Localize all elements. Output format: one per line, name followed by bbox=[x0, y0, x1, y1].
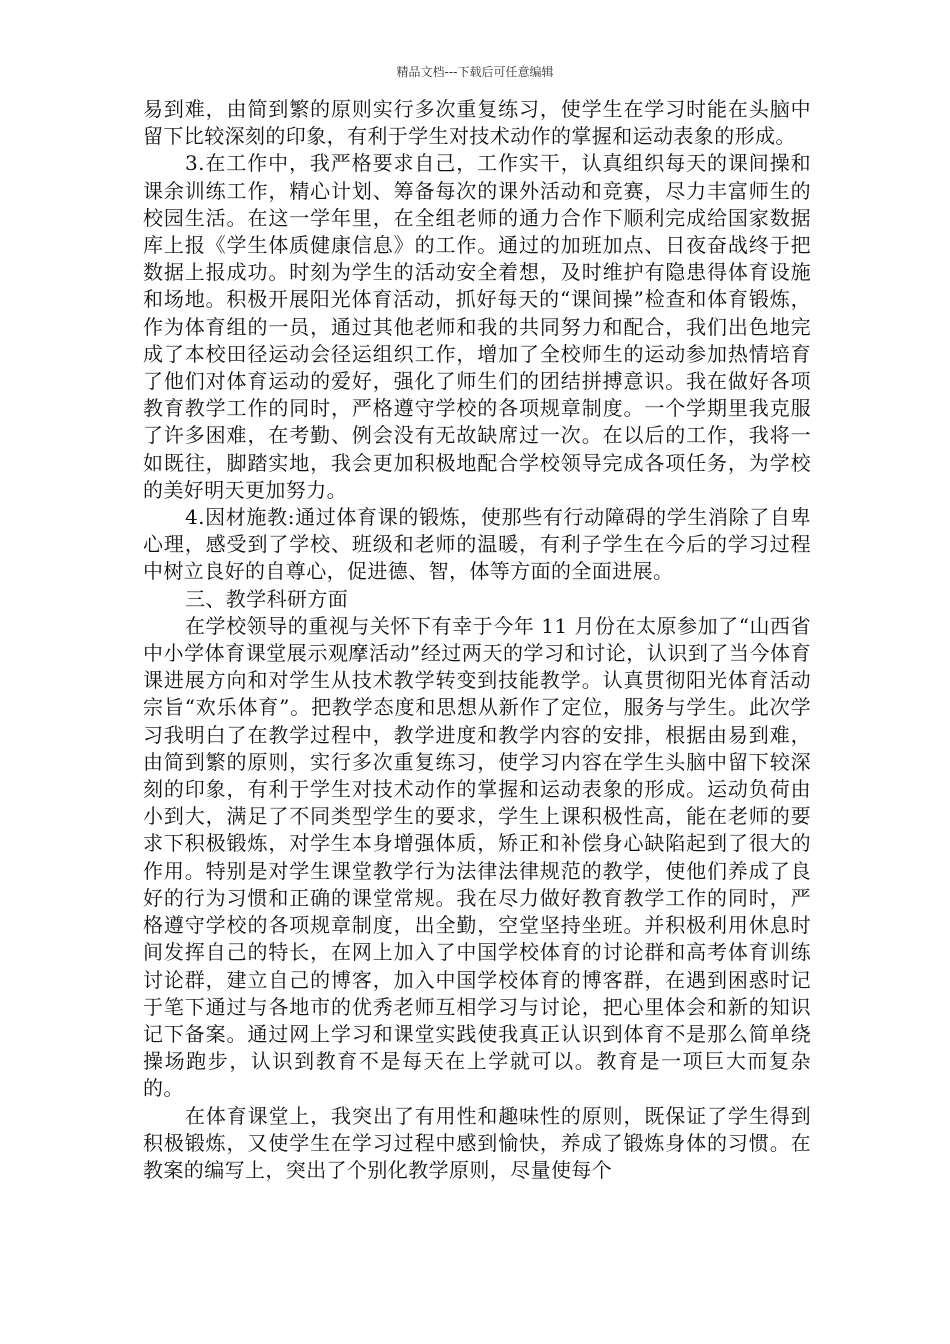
paragraph-research: 在学校领导的重视与关怀下有幸于今年 11 月份在太原参加了“山西省中小学体育课堂展示观摩活动”经过两天的学习和讨论，认识到了当今体育课进展方向和对学生从技术教学转变到技能教学。认真贯彻阳光体育活动宗旨“欢乐体育”。把教学态度和思想从新作了定位，服务与学生。此次学习我明白了在教学过程中，教学进度和教学内容的安排，根据由易到难，由简到繁的原则，实行多次重复练习，使学习内容在学生头脑中留下较深刻的印象，有利于学生对技术动作的掌握和运动表象的形成。运动负荷由小到大，满足了不同类型学生的要求，学生上课积极性高，能在老师的要求下积极锻炼，对学生本身增强体质，矫正和补偿身心缺陷起到了很大的作用。特别是对学生课堂教学行为法律法律规范的教学，使他们养成了良好的行为习惯和正确的课堂常规。我在尽力做好教育教学工作的同时，严格遵守学校的各项规章制度，出全勤，空堂坚持坐班。并积极利用休息时间发挥自己的特长，在网上加入了中国学校体育的讨论群和高考体育训练讨论群，建立自己的博客，加入中国学校体育的博客群，在遇到困惑时记于笔下通过与各地市的优秀老师互相学习与讨论，把心里体会和新的知识记下备案。通过网上学习和课堂实践使我真正认识到体育不是那么简单绕操场跑步，认识到教育不是每天在上学就可以。教育是一项巨大而复杂的。 bbox=[143, 613, 811, 1101]
section-heading: 三、教学科研方面 bbox=[185, 586, 349, 611]
paragraph-item-4: 4.因材施教:通过体育课的锻炼，使那些有行动障碍的学生消除了自卑心理，感受到了学校、班级和老师的温暖，有利子学生在今后的学习过程中树立良好的自尊心，促进德、智，体等方面的全面进展。 bbox=[143, 505, 811, 584]
page-header: 精品文档---下载后可任意编辑 bbox=[396, 65, 554, 79]
document-body bbox=[143, 96, 811, 1184]
paragraph-classroom: 在体育课堂上，我突出了有用性和趣味性的原则，既保证了学生得到积极锻炼，又使学生在学习过程中感到愉快，养成了锻炼身体的习惯。在教案的编写上，突出了个别化教学原则，尽量使每个 bbox=[143, 1103, 811, 1182]
paragraph-item-3: 3.在工作中，我严格要求自己，工作实干，认真组织每天的课间操和课余训练工作，精心计划、筹备每次的课外活动和竞赛，尽力丰富师生的校园生活。在这一学年里，在全组老师的通力合作下顺利完成给国家数据库上报《学生体质健康信息》的工作。通过的加班加点、日夜奋战终于把数据上报成功。时刻为学生的活动安全着想，及时维护有隐患得体育设施和场地。积极开展阳光体育活动，抓好每天的“课间操”检查和体育锻炼，作为体育组的一员，通过其他老师和我的共同努力和配合，我们出色地完成了本校田径运动会径运组织工作，增加了全校师生的运动参加热情培育了他们对体育运动的爱好，强化了师生们的团结拼搏意识。我在做好各项教育教学工作的同时，严格遵守学校的各项规章制度。一个学期里我克服了许多困难，在考勤、例会没有无故缺席过一次。在以后的工作，我将一如既往，脚踏实地，我会更加积极地配合学校领导完成各项任务，为学校的美好明天更加努力。 bbox=[143, 151, 811, 502]
paragraph-continuation: 易到难，由简到繁的原则实行多次重复练习，使学生在学习时能在头脑中留下比较深刻的印象，有利于学生对技术动作的掌握和运动表象的形成。 bbox=[143, 97, 811, 149]
